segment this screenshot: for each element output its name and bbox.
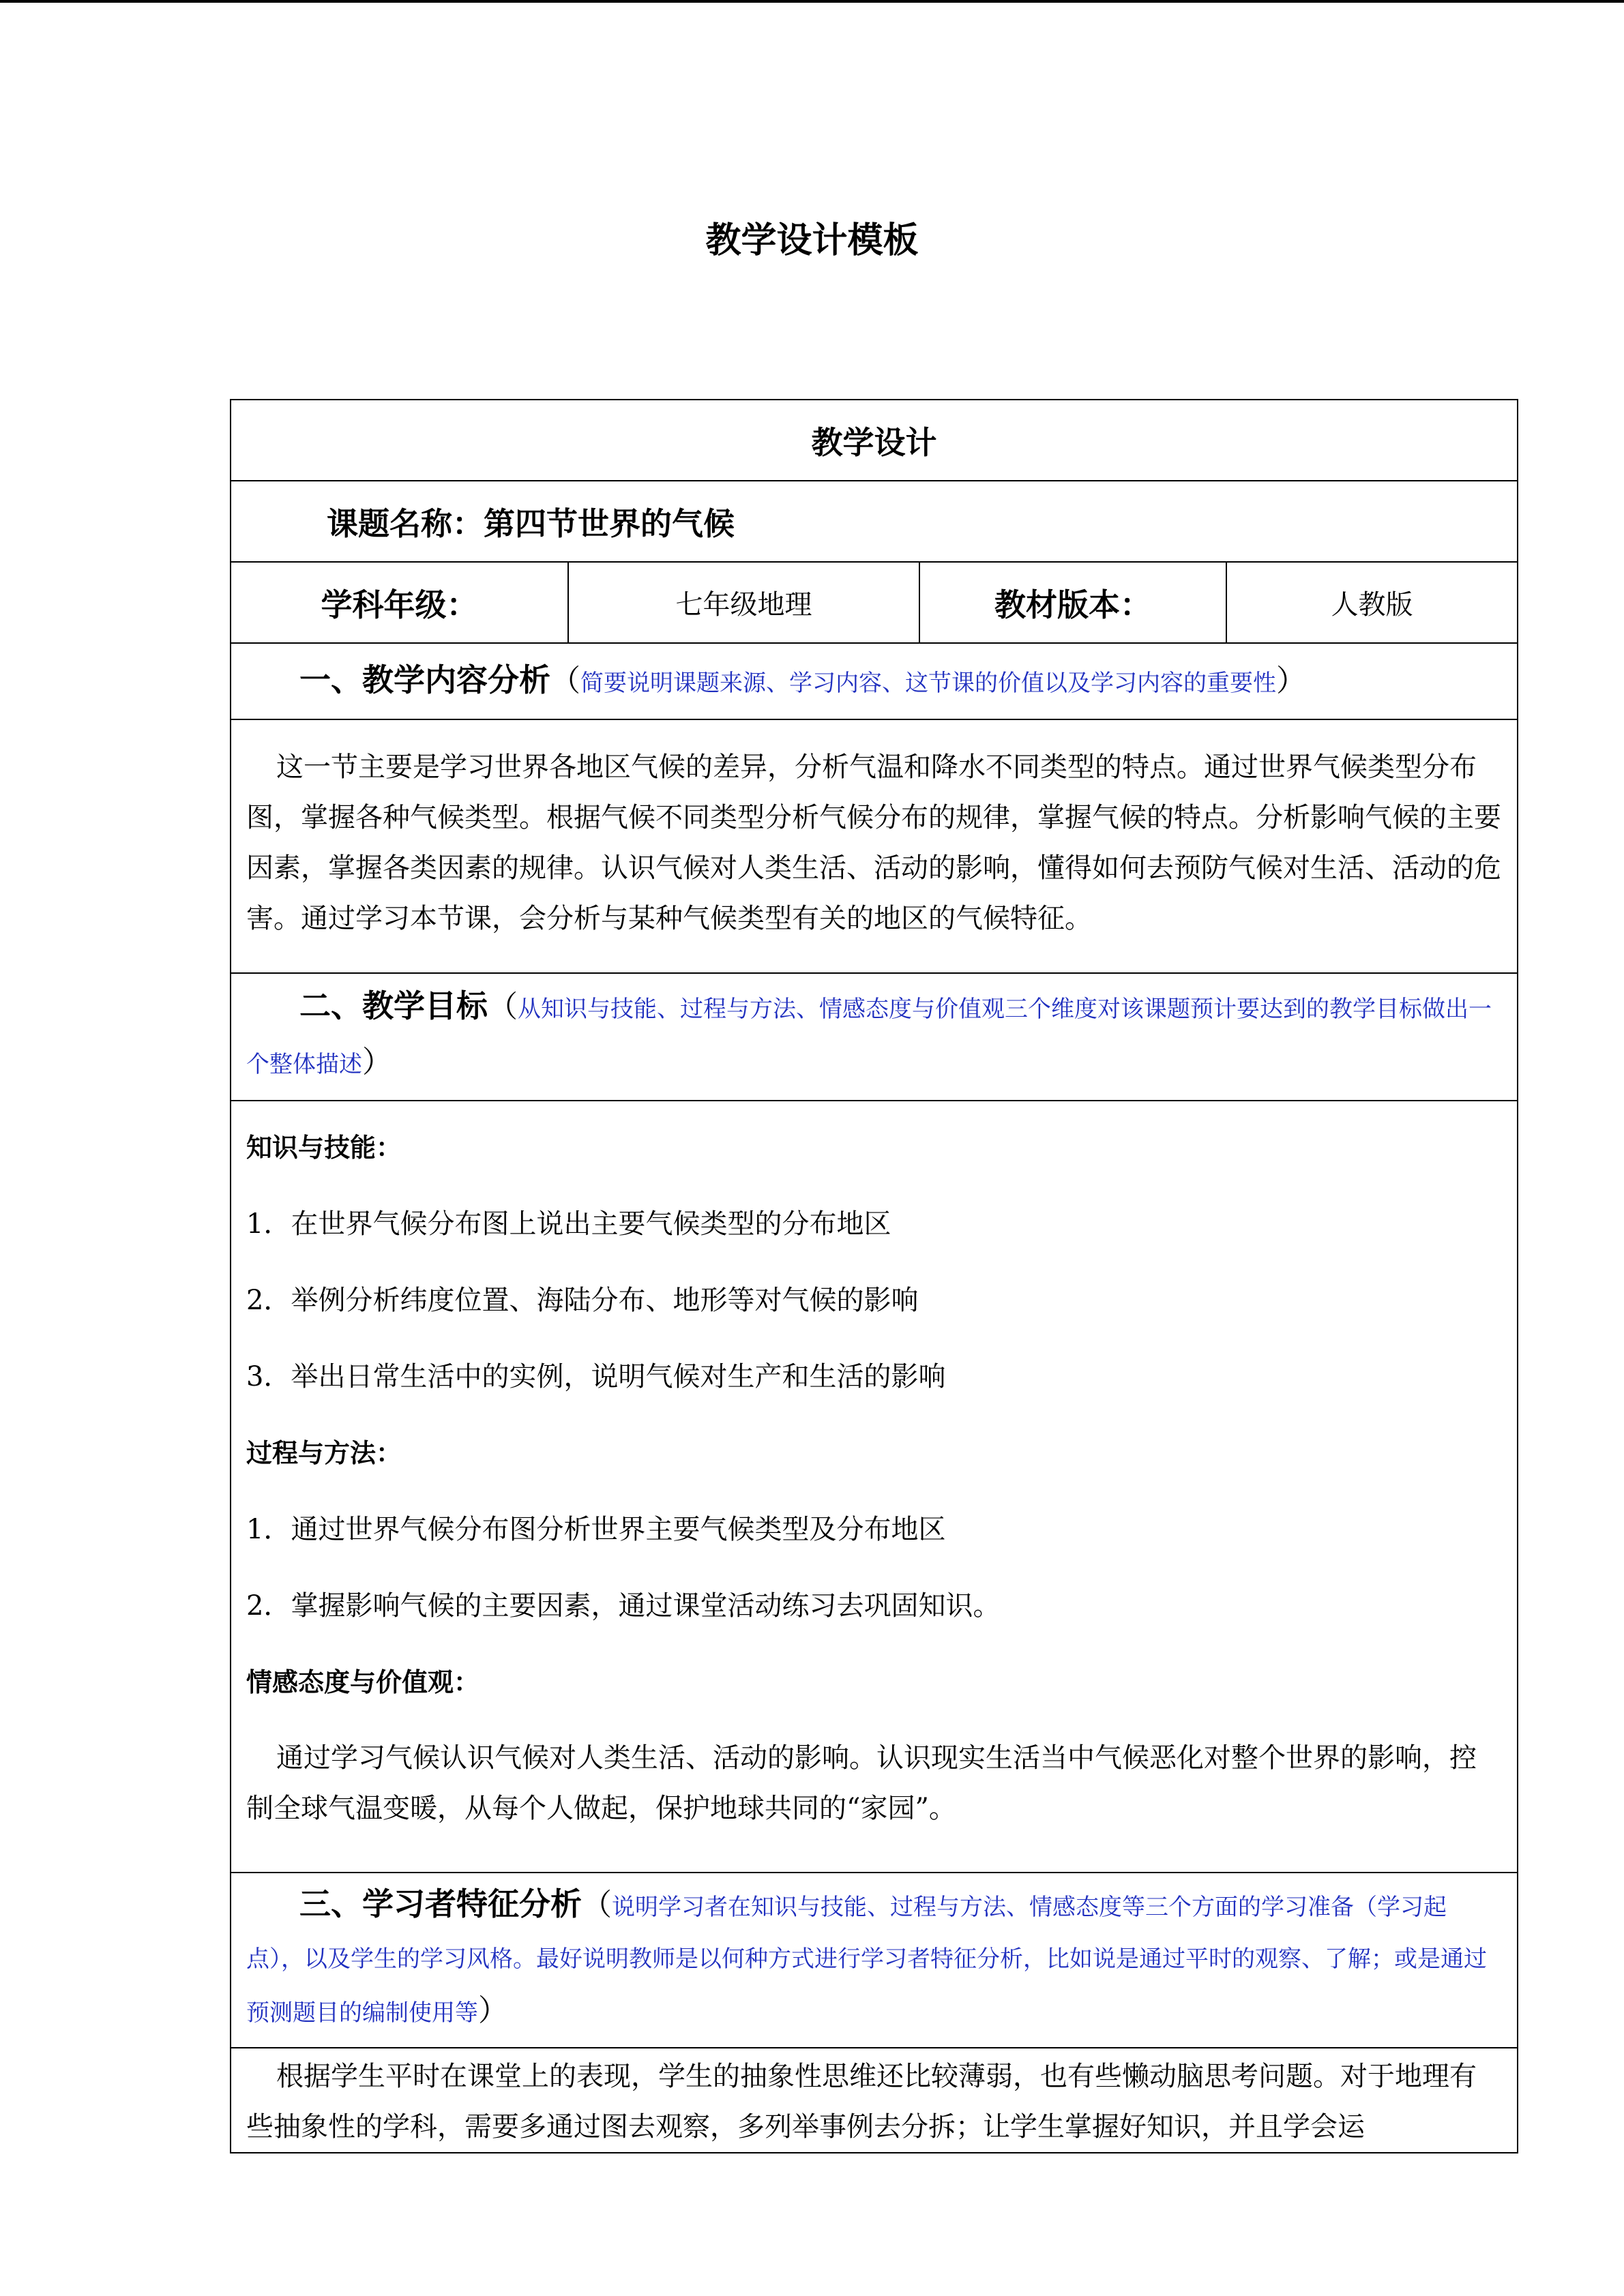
section2-body-row: [231, 1101, 1518, 1873]
section3-body-cell: [231, 2048, 1518, 2153]
section1-note: 简要说明课题来源、学习内容、这节课的价值以及学习内容的重要性: [580, 670, 1276, 697]
section1-heading-cell: [231, 643, 1518, 719]
document-title: 教学设计模板: [705, 220, 919, 261]
table-header: 教学设计: [231, 400, 1518, 481]
section2-heading-cell: [231, 973, 1518, 1101]
section2-heading-row: [231, 973, 1518, 1101]
knowledge-item-3: 3．举出日常生活中的实例，说明气候对生产和生活的影响: [246, 1361, 946, 1392]
knowledge-item-2: 2．举例分析纬度位置、海陆分布、地形等对气候的影响: [246, 1285, 919, 1316]
section1-body: 这一节主要是学习世界各地区气候的差异，分析气温和降水不同类型的特点。通过世界气候类型分布图，掌握各种气候类型。根据气候不同类型分析气候分布的规律，掌握气候的特点。分析影响气候的主要因素，掌握各类因素的规律。认识气候对人类生活、活动的影响，懂得如何去预防气候对生活、活动的危害。通过学习本节课，会分析与某种气候类型有关的地区的气候特征。: [246, 751, 1501, 934]
topic-value: 第四节世界的气候: [484, 505, 735, 542]
section1-note-close: ）: [1276, 664, 1306, 698]
topic-row: [231, 481, 1518, 562]
section1-heading-row: [231, 643, 1518, 719]
knowledge-item-1: 1．在世界气候分布图上说出主要气候类型的分布地区: [246, 1208, 891, 1240]
section3-note-close: ）: [478, 1993, 508, 2028]
process-item-1: 1．通过世界气候分布图分析世界主要气候类型及分布地区: [246, 1514, 946, 1545]
section1-note-open: （: [550, 664, 580, 698]
section3-body: 根据学生平时在课堂上的表现，学生的抽象性思维还比较薄弱，也有些懒动脑思考问题。对于地理有些抽象性的学科，需要多通过图去观察，多列举事例去分拆；让学生掌握好知识，并且学会运: [246, 2061, 1477, 2143]
subject-value: 七年级地理: [568, 562, 919, 643]
section3-note-open: （: [582, 1887, 612, 1922]
topic-cell: [231, 481, 1518, 562]
process-item-2: 2．掌握影响气候的主要因素，通过课堂活动练习去巩固知识。: [246, 1590, 1001, 1622]
edition-label: 教材版本：: [919, 562, 1226, 643]
topic-label: 课题名称：: [327, 505, 484, 542]
page-top-border: [0, 0, 1624, 3]
subject-label: 学科年级：: [231, 562, 568, 643]
section1-body-cell: [231, 719, 1518, 973]
section3-heading: 三、学习者特征分析: [299, 1885, 582, 1922]
meta-row: [231, 562, 1518, 643]
section3-heading-cell: [231, 1873, 1518, 2048]
emotion-body: 通过学习气候认识气候对人类生活、活动的影响。认识现实生活当中气候恶化对整个世界的影响，控制全球气温变暖，从每个人做起，保护地球共同的“家园”。: [246, 1742, 1477, 1824]
edition-value: 人教版: [1226, 562, 1518, 643]
table-header-row: [231, 400, 1518, 481]
section1-heading: 一、教学内容分析: [299, 661, 550, 698]
section2-note-close: ）: [362, 1044, 392, 1079]
knowledge-heading: 知识与技能：: [246, 1132, 402, 1163]
process-heading: 过程与方法：: [246, 1437, 402, 1468]
section3-heading-row: [231, 1873, 1518, 2048]
section2-note: 从知识与技能、过程与方法、情感态度与价值观三个维度对该课题预计要达到的教学目标做出一个整体描述: [246, 995, 1492, 1078]
teaching-design-table: [230, 399, 1518, 2153]
section3-note: 说明学习者在知识与技能、过程与方法、情感态度等三个方面的学习准备（学习起点），以及学生的学习风格。最好说明教师是以何种方式进行学习者特征分析，比如说是通过平时的观察、了解；或是通过预测题目的编制使用等: [246, 1893, 1487, 2027]
emotion-heading: 情感态度与价值观：: [246, 1667, 480, 1697]
section2-note-open: （: [488, 989, 518, 1024]
section1-body-row: [231, 719, 1518, 973]
section2-heading: 二、教学目标: [299, 987, 488, 1024]
section3-body-row: [231, 2048, 1518, 2153]
section2-body-cell: [231, 1101, 1518, 1873]
